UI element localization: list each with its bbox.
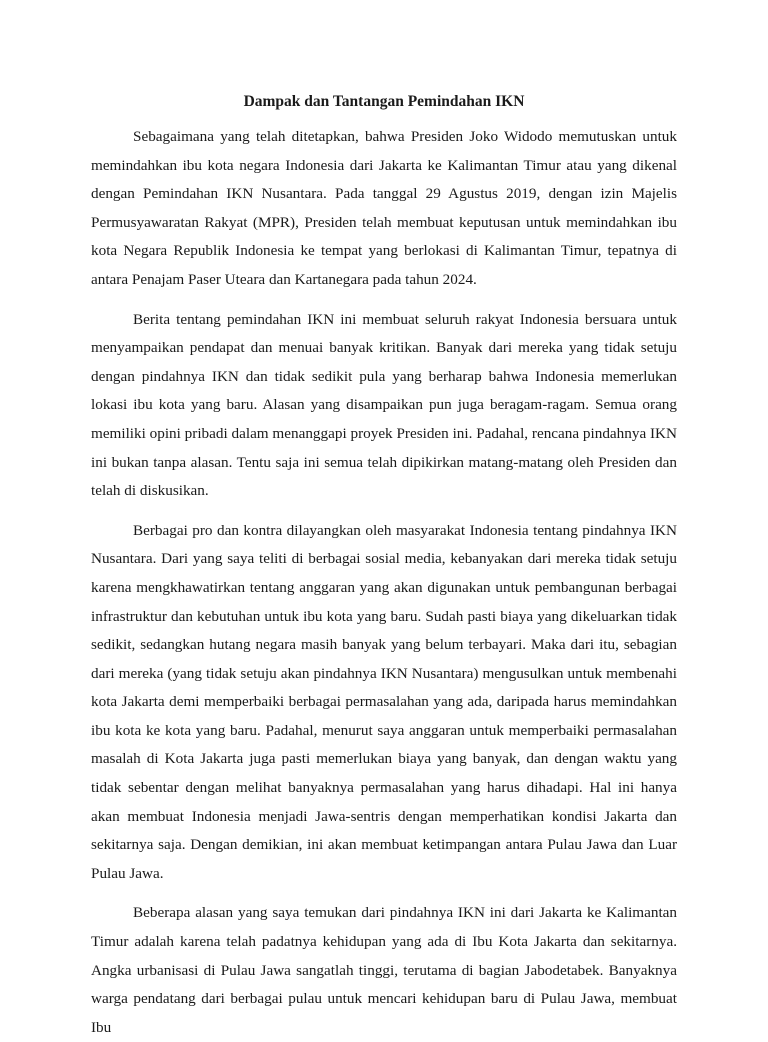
paragraph-3: Berbagai pro dan kontra dilayangkan oleh masyarakat Indonesia tentang pindahnya IKN Nusantara. Dari yang saya teliti di berbagai sosial media, kebanyakan dari mereka tidak setuju karena mengkhawatirkan tentang anggaran yang akan digunakan untuk pembangunan berbagai infrastruktur dan kebutuhan untuk ibu kota yang baru. Sudah pasti biaya yang dikeluarkan tidak sedikit, sedangkan hutang negara masih banyak yang belum terbayari. Maka dari itu, sebagian dari mereka (yang tidak setuju akan pindahnya IKN Nusantara) mengusulkan untuk membenahi kota Jakarta demi memperbaiki berbagai permasalahan yang ada, daripada harus memindahkan ibu kota ke kota yang baru. Padahal, menurut saya anggaran untuk memperbaiki permasalahan masalah di Kota Jakarta juga pasti memerlukan biaya yang banyak, dan dengan waktu yang tidak sebentar dengan melihat banyaknya permasalahan yang harus dihadapi. Hal ini hanya akan membuat Indonesia menjadi Jawa-sentris dengan memperhatikan kondisi Jakarta dan sekitarnya saja. Dengan demikian, ini akan membuat ketimpangan antara Pulau Jawa dan Luar Pulau Jawa. (91, 521, 677, 882)
paragraph-1: Sebagaimana yang telah ditetapkan, bahwa Presiden Joko Widodo memutuskan untuk memindahkan ibu kota negara Indonesia dari Jakarta ke Kalimantan Timur atau yang dikenal dengan Pemindahan IKN Nusantara. Pada tanggal 29 Agustus 2019, dengan izin Majelis Permusyawaratan Rakyat (MPR), Presiden telah membuat keputusan untuk memindahkan ibu kota Negara Republik Indonesia ke tempat yang berlokasi di Kalimantan Timur, tepatnya di antara Penajam Paser Uteara dan Kartanegara pada tahun 2024. (91, 128, 677, 288)
paragraph-2: Berita tentang pemindahan IKN ini membuat seluruh rakyat Indonesia bersuara untuk menyampaikan pendapat dan menuai banyak kritikan. Banyak dari mereka yang tidak setuju dengan pindahnya IKN dan tidak sedikit pula yang berharap bahwa Indonesia memerlukan lokasi ibu kota yang baru. Alasan yang disampaikan pun juga beragam-ragam. Semua orang memiliki opini pribadi dalam menanggapi proyek Presiden ini. Padahal, rencana pindahnya IKN ini bukan tanpa alasan. Tentu saja ini semua telah dipikirkan matang-matang oleh Presiden dan telah di diskusikan. (91, 310, 677, 500)
paragraph-4: Beberapa alasan yang saya temukan dari pindahnya IKN ini dari Jakarta ke Kalimantan Timur adalah karena telah padatnya kehidupan yang ada di Ibu Kota Jakarta dan sekitarnya. Angka urbanisasi di Pulau Jawa sangatlah tinggi, terutama di bagian Jabodetabek. Banyaknya warga pendatang dari berbagai pulau untuk mencari kehidupan baru di Pulau Jawa, membuat Ibu (91, 904, 677, 1036)
document-title: Dampak dan Tantangan Pemindahan IKN (243, 93, 525, 110)
